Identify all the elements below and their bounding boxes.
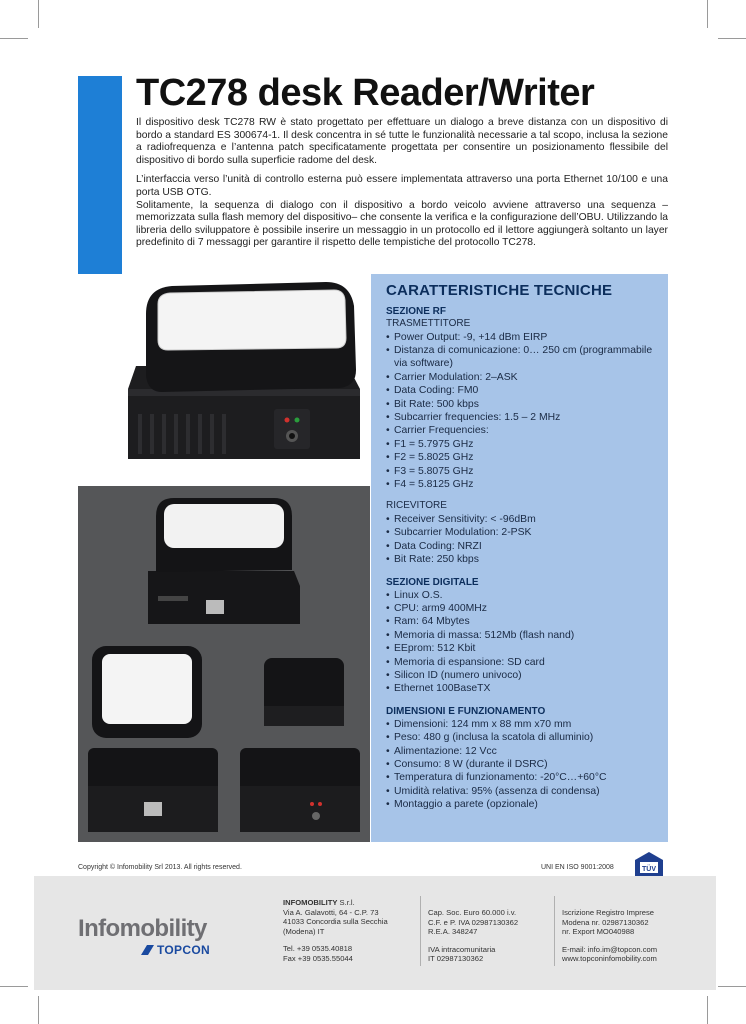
footer-registry (562, 908, 657, 964)
footer-line: Modena nr. 02987130362 (562, 917, 649, 927)
crop-mark (718, 38, 746, 39)
spec-item: • Alimentazione: 12 Vcc (386, 745, 654, 758)
footer-line: R.E.A. 348247 (428, 927, 478, 937)
spec-item: • Carrier Frequencies: (386, 424, 654, 437)
spec-item: • F4 = 5.8125 GHz (386, 478, 654, 491)
footer-website-link[interactable]: www.topconinfomobility.com (562, 954, 657, 964)
specs-panel (371, 274, 668, 842)
section-title-digital: SEZIONE DIGITALE (386, 576, 479, 588)
spec-item: • Linux O.S. (386, 589, 654, 602)
footer-phone: Tel. +39 0535.40818 (283, 944, 353, 954)
footer-line: Iscrizione Registro Imprese (562, 908, 655, 917)
page-title: TC278 desk Reader/Writer (136, 72, 595, 114)
device-views-illustration (78, 486, 370, 842)
footer-line: nr. Export MO040988 (562, 927, 635, 937)
spec-item: • F3 = 5.8075 GHz (386, 465, 654, 478)
footer-line: Cap. Soc. Euro 60.000 i.v. (428, 908, 517, 917)
spec-item: • F1 = 5.7975 GHz (386, 438, 654, 451)
topcon-logo (141, 943, 210, 957)
crop-mark (38, 996, 39, 1024)
intro-text (136, 117, 668, 257)
spec-item: • Ram: 64 Mbytes (386, 615, 654, 628)
spec-item: • Receiver Sensitivity: < -96dBm (386, 513, 654, 526)
spec-item: • Subcarrier Modulation: 2-PSK (386, 526, 654, 539)
copyright-text: Copyright © Infomobility Srl 2013. All rights reserved. (78, 864, 242, 871)
topcon-mark-icon (141, 945, 154, 955)
device-illustration (78, 274, 370, 478)
spec-item: • Consumo: 8 W (durante il DSRC) (386, 758, 654, 771)
footer-company-name: INFOMOBILITY (283, 898, 338, 907)
receiver-list (386, 513, 654, 567)
spec-item: • EEprom: 512 Kbit (386, 642, 654, 655)
specs-heading: CARATTERISTICHE TECNICHE (386, 282, 613, 299)
crop-mark (707, 0, 708, 28)
spec-item: • Silicon ID (numero univoco) (386, 669, 654, 682)
spec-item: • Dimensioni: 124 mm x 88 mm x70 mm (386, 718, 654, 731)
dimensions-list (386, 718, 654, 812)
spec-item: • Umidità relativa: 95% (assenza di condensa) (386, 785, 654, 798)
spec-item: • Carrier Modulation: 2–ASK (386, 371, 654, 384)
product-photo-main (78, 274, 370, 478)
transmitter-label: TRASMETTITORE (386, 318, 471, 329)
spec-item: • Data Coding: FM0 (386, 384, 654, 397)
spec-item: • Bit Rate: 250 kbps (386, 553, 654, 566)
footer-line: (Modena) IT (283, 926, 325, 936)
transmitter-list (386, 331, 654, 492)
crop-mark (0, 38, 28, 39)
footer-line: Via A. Galavotti, 64 - C.P. 73 (283, 907, 379, 917)
intro-paragraph: Solitamente, la sequenza di dialogo con il dispositivo a bordo veicolo avviene attraverso una sequenza –memorizzata sulla flash memory del dispositivo– che consente la verifica e la configurazione dell’OBU. Utilizzando la libreria dello sviluppatore è possibile inserire un messaggio in un protocollo ed il lettore aggiungerà soltanto un layer predefinito di 7 messaggi per garantire il rispetto delle tempistiche del protocollo TC278. (136, 199, 668, 249)
spec-item: • Distanza di comunicazione: 0… 250 cm (programmabile via software) (386, 344, 654, 371)
spec-item: • F2 = 5.8025 GHz (386, 451, 654, 464)
footer-fax: Fax +39 0535.55044 (283, 953, 353, 963)
spec-item: • Power Output: -9, +14 dBm EIRP (386, 331, 654, 344)
spec-item: • Temperatura di funzionamento: -20°C…+60°C (386, 771, 654, 784)
footer-line: 41033 Concordia sulla Secchia (283, 917, 388, 927)
footer-legal (428, 908, 518, 964)
spec-item: • Ethernet 100BaseTX (386, 682, 654, 695)
footer-company-suffix: S.r.l. (337, 898, 355, 907)
topcon-logo-text: TOPCON (157, 943, 210, 957)
company-logo: Infomobility (78, 915, 207, 942)
tuv-seal-text: TÜV (642, 866, 656, 873)
footer-email-link[interactable]: E-mail: info.im@topcon.com (562, 944, 658, 954)
spec-item: • Bit Rate: 500 kbps (386, 398, 654, 411)
digital-list (386, 589, 654, 696)
spec-item: • Subcarrier frequencies: 1.5 – 2 MHz (386, 411, 654, 424)
footer-line: IT 02987130362 (428, 954, 484, 964)
spec-item: • CPU: arm9 400MHz (386, 602, 654, 615)
crop-mark (718, 986, 746, 987)
intro-paragraph: L’interfaccia verso l’unità di controllo esterna può essere implementata attraverso una porta Ethernet 10/100 e una porta USB OTG. (136, 174, 668, 198)
product-photo-grid (78, 486, 370, 842)
footer-divider (420, 896, 421, 966)
footer-line: C.F. e P. IVA 02987130362 (428, 917, 519, 927)
certification-text: UNI EN ISO 9001:2008 (541, 864, 614, 871)
spec-item: • Montaggio a parete (opzionale) (386, 798, 654, 811)
footer-address (283, 898, 388, 964)
crop-mark (38, 0, 39, 28)
crop-mark (0, 986, 28, 987)
footer-divider (554, 896, 555, 966)
intro-paragraph: Il dispositivo desk TC278 RW è stato progettato per effettuare un dialogo a breve distanza con un dispositivo di bordo a standard ES 300674-1. Il desk concentra in sé tutte le funzionalità necessarie a tal scopo, inclusa la sezione a radiofrequenza e l’antenna patch specificatamente progettata per consentire un posizionamento flessibile del dispositivo di bordo sulla superficie radome del desk. (136, 117, 668, 166)
receiver-label: RICEVITORE (386, 500, 447, 512)
crop-mark (707, 996, 708, 1024)
section-title-rf: SEZIONE RF (386, 306, 447, 317)
spec-item: • Data Coding: NRZI (386, 540, 654, 553)
footer-line: IVA intracomunitaria (428, 944, 496, 954)
spec-item: • Memoria di espansione: SD card (386, 656, 654, 669)
section-title-dimensions: DIMENSIONI E FUNZIONAMENTO (386, 705, 546, 717)
spec-item: • Peso: 480 g (inclusa la scatola di alluminio) (386, 731, 654, 744)
spec-item: • Memoria di massa: 512Mb (flash nand) (386, 629, 654, 642)
